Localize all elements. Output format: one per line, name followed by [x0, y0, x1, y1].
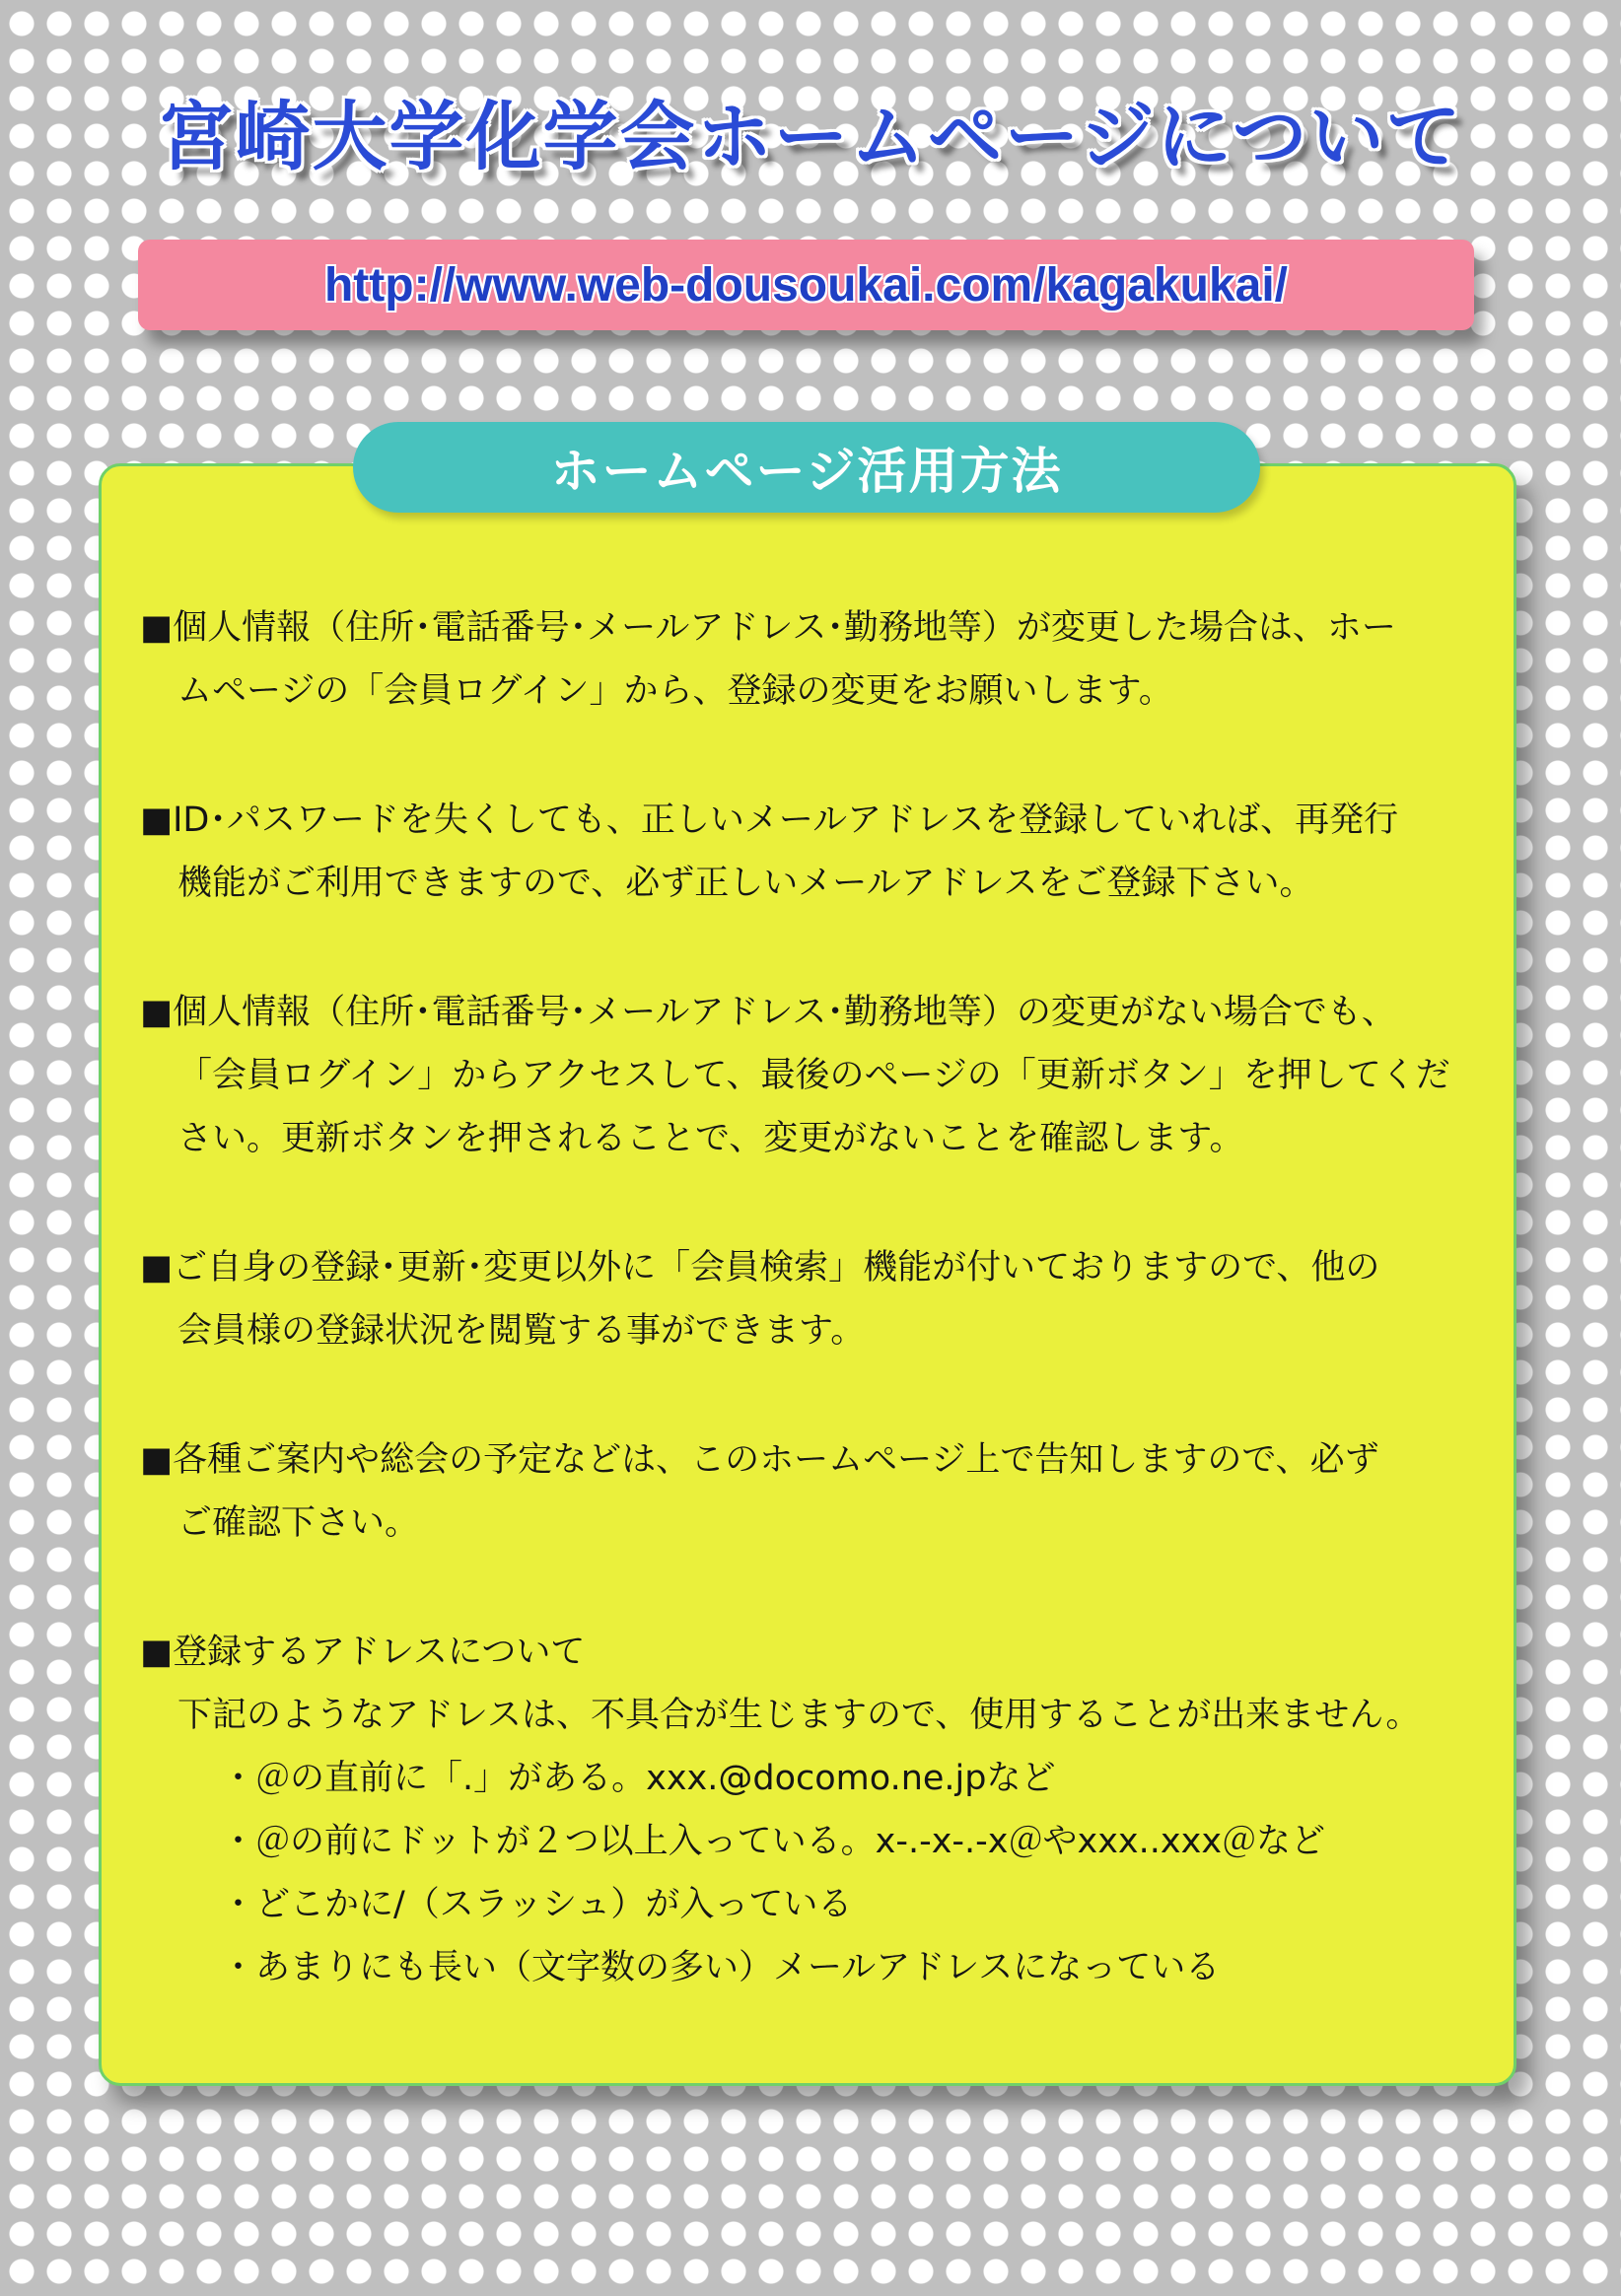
instruction-text: ムページの「会員ログイン」から、登録の変更をお願いします。 — [177, 671, 1173, 711]
usage-instructions-list — [140, 596, 1491, 1999]
instruction-text: 会員様の登録状況を閲覧する事ができます。 — [177, 1311, 866, 1351]
instruction-text: ■個人情報（住所･電話番号･メールアドレス･勤務地等）の変更がない場合でも、 — [140, 993, 1396, 1032]
address-rule-item: ・＠の前にドットが２つ以上入っている。x-.-x-.-x＠やxxx..xxx＠など — [221, 1822, 1326, 1861]
instruction-item — [140, 789, 1491, 915]
url-banner — [138, 240, 1474, 330]
instruction-text: ご確認下さい。 — [177, 1503, 420, 1543]
homepage-url-link[interactable]: http://www.web-dousoukai.com/kagakukai/ — [323, 258, 1289, 312]
instruction-text: ■個人情報（住所･電話番号･メールアドレス･勤務地等）が変更した場合は、ホー — [140, 608, 1396, 648]
page-title: 宮崎大学化学会ホームページについて — [158, 93, 1463, 180]
instruction-text: ■ご自身の登録･更新･変更以外に「会員検索」機能が付いておりますので、他の — [140, 1248, 1380, 1287]
address-rule-item: ・どこかに/（スラッシュ）が入っている — [221, 1885, 853, 1924]
instruction-item — [140, 1621, 1491, 1999]
instruction-heading: ■登録するアドレスについて — [140, 1633, 586, 1672]
section-header — [353, 422, 1260, 513]
instruction-item — [140, 1236, 1491, 1362]
instruction-text: ■各種ご案内や総会の予定などは、このホームページ上で告知しますので、必ず — [140, 1440, 1379, 1480]
instruction-text: 機能がご利用できますので、必ず正しいメールアドレスをご登録下さい。 — [177, 864, 1314, 903]
instruction-item — [140, 1428, 1491, 1555]
address-rule-item: ・＠の直前に「.」がある。xxx.@docomo.ne.jpなど — [221, 1759, 1056, 1798]
instruction-item — [140, 596, 1491, 723]
instruction-text: 下記のようなアドレスは、不具合が生じますので、使用することが出来ません。 — [177, 1696, 1421, 1735]
instruction-text: ■ID･パスワードを失くしても、正しいメールアドレスを登録していれば、再発行 — [140, 800, 1399, 840]
instruction-text: 「会員ログイン」からアクセスして、最後のページの「更新ボタン」を押してくだ — [177, 1056, 1450, 1095]
instruction-text: さい。更新ボタンを押されることで、変更がないことを確認します。 — [177, 1119, 1244, 1158]
instruction-item — [140, 981, 1491, 1170]
address-rule-item: ・あまりにも長い（文字数の多い）メールアドレスになっている — [221, 1948, 1221, 1987]
section-title: ホームページ活用方法 — [550, 443, 1063, 500]
